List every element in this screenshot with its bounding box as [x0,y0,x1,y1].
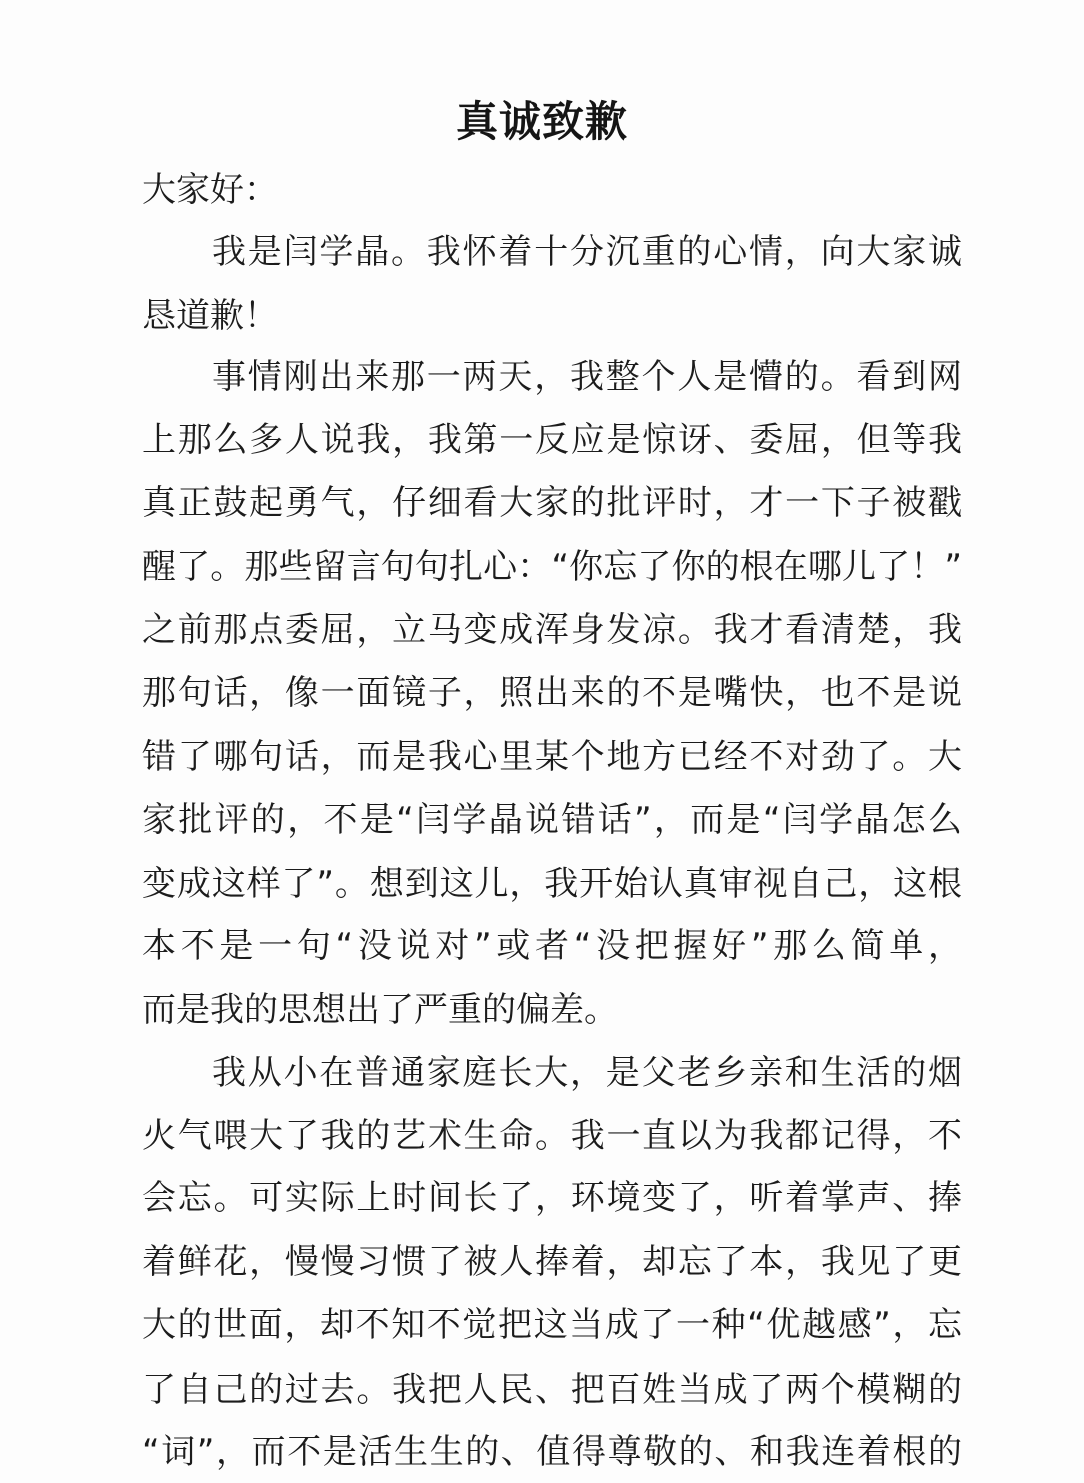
paragraph-line: 我是闫学晶。我怀着十分沉重的心情，向大家诚 [212,232,962,272]
paragraph-line: 了自己的过去。我把人民、把百姓当成了两个模糊的 [142,1370,962,1410]
paragraph-line: 上那么多人说我，我第一反应是惊讶、委屈，但等我 [142,420,962,460]
paragraph-line: 变成这样了”。想到这儿，我开始认真审视自己，这根 [142,864,962,904]
paragraph-line: “词”，而不是活生生的、值得尊敬的、和我连着根的 [142,1432,962,1472]
document-title: 真诚致歉 [455,97,628,146]
paragraph-line: 大的世面，却不知不觉把这当成了一种“优越感”，忘 [142,1305,962,1345]
paragraph-line: 会忘。可实际上时间长了，环境变了，听着掌声、捧 [142,1178,962,1218]
paragraph-line: 事情刚出来那一两天，我整个人是懵的。看到网 [212,357,962,397]
paragraph-line: 我从小在普通家庭长大，是父老乡亲和生活的烟 [212,1053,962,1093]
paragraph-line: 之前那点委屈，立马变成浑身发凉。我才看清楚，我 [142,610,962,650]
paragraph-line: 火气喂大了我的艺术生命。我一直以为我都记得，不 [142,1116,962,1156]
paragraph-line: 真正鼓起勇气，仔细看大家的批评时，才一下子被戳 [142,483,962,523]
paragraph-line: 恳道歉！ [142,296,278,336]
paragraph-line: 本不是一句“没说对”或者“没把握好”那么简单， [142,926,962,966]
paragraph-line: 那句话，像一面镜子，照出来的不是嘴快，也不是说 [142,673,962,713]
paragraph-line: 着鲜花，慢慢习惯了被人捧着，却忘了本，我见了更 [142,1242,962,1282]
paragraph-line: 醒了。那些留言句句扎心：“你忘了你的根在哪儿了！” [142,547,962,587]
paragraph-line: 而是我的思想出了严重的偏差。 [142,990,618,1030]
paragraph-line: 错了哪句话，而是我心里某个地方已经不对劲了。大 [142,737,962,777]
paragraph-line: 家批评的，不是“闫学晶说错话”，而是“闫学晶怎么 [142,800,962,840]
salutation: 大家好： [142,170,278,210]
